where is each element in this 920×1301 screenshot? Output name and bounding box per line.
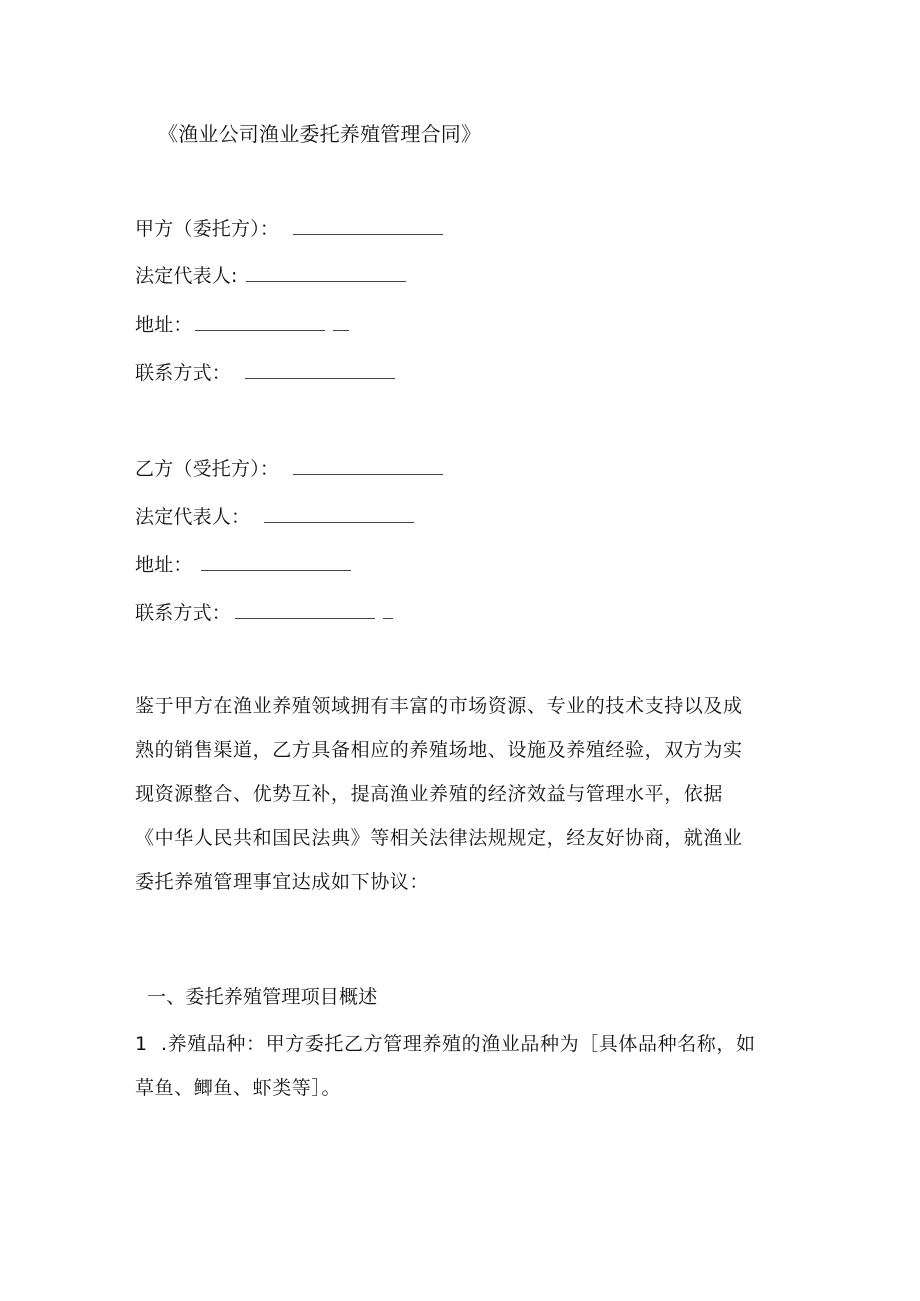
party-b-address-blank[interactable] [201, 552, 351, 571]
party-b-heading: 乙方（受托方）： [135, 458, 280, 480]
party-a-contact-label: 联系方式： [135, 362, 232, 384]
party-a-name-blank[interactable] [293, 216, 443, 235]
party-b-contact-blank-tail[interactable] [383, 600, 393, 619]
party-b-name-blank[interactable] [293, 456, 443, 475]
party-a-contact-blank[interactable] [245, 360, 395, 379]
party-a-address-blank[interactable] [195, 312, 325, 331]
section-1-heading: 一、委托养殖管理项目概述 [147, 986, 378, 1008]
party-b-address-row [135, 552, 351, 578]
party-a-address-label: 地址： [135, 314, 193, 336]
section-1-item-1 [135, 1022, 785, 1110]
preamble-line: 现资源整合、优势互补，提高渔业养殖的经济效益与管理水平，依据 [135, 783, 724, 805]
party-b-contact-row [135, 600, 393, 626]
party-a-address-row [135, 312, 349, 338]
party-a-address-blank-tail[interactable] [333, 312, 349, 331]
contract-title: 《渔业公司渔业委托养殖管理合同》 [158, 122, 482, 146]
preamble-line: 《中华人民共和国民法典》等相关法律法规规定，经友好协商，就渔业 [135, 827, 743, 849]
preamble-line: 熟的销售渠道，乙方具备相应的养殖场地、设施及养殖经验，双方为实 [135, 739, 743, 761]
preamble-line: 鉴于甲方在渔业养殖领域拥有丰富的市场资源、专业的技术支持以及成 [135, 695, 743, 717]
party-b-address-label: 地址： [135, 554, 193, 576]
party-a-heading-row [135, 216, 443, 242]
party-b-rep-label: 法定代表人： [135, 506, 251, 528]
party-a-rep-label: 法定代表人: [135, 265, 238, 287]
party-b-contact-label: 联系方式： [135, 602, 232, 624]
party-b-heading-row [135, 456, 443, 482]
party-a-rep-blank[interactable] [246, 263, 406, 282]
party-a-contact-row [135, 360, 395, 386]
party-a-rep-row [135, 263, 406, 289]
preamble-paragraph [135, 684, 785, 904]
party-a-heading: 甲方（委托方）： [135, 218, 280, 240]
preamble-line: 委托养殖管理事宜达成如下协议： [135, 871, 430, 893]
party-b-rep-blank[interactable] [264, 504, 414, 523]
party-b-rep-row [135, 504, 414, 530]
item-1-line: 1 .养殖品种：甲方委托乙方管理养殖的渔业品种为［具体品种名称，如 [135, 1033, 756, 1055]
party-b-contact-blank[interactable] [235, 600, 375, 619]
item-1-line: 草鱼、鲫鱼、虾类等］。 [135, 1077, 342, 1099]
